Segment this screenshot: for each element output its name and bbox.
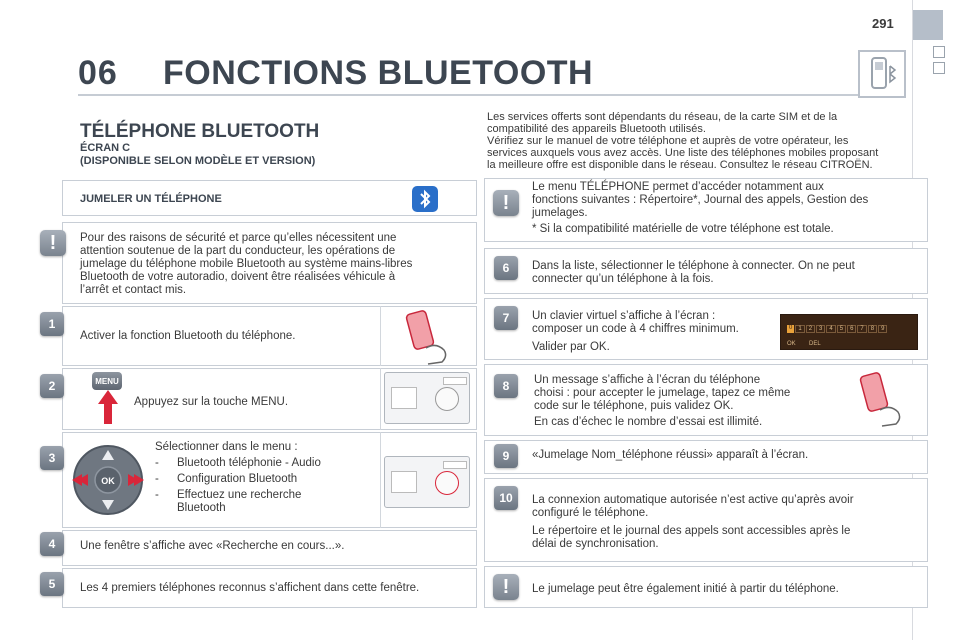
menu-item: Configuration Bluetooth [177, 473, 298, 485]
keypad-key: 0 [789, 325, 793, 331]
keypad-digits [787, 325, 887, 333]
step-badge: 1 [40, 312, 64, 336]
pairing-title: JUMELER UN TÉLÉPHONE [80, 193, 222, 205]
page-number: 291 [872, 16, 894, 31]
menu-item: Effectuez une recherche [177, 489, 302, 501]
navigation-pad-icon[interactable] [68, 440, 148, 520]
bluetooth-phone-icon [858, 50, 906, 98]
step-badge: 2 [40, 374, 64, 398]
step-text: Le répertoire et le journal des appels sont accessibles après le [532, 525, 851, 537]
step-text: Dans la liste, sélectionner le téléphone à connecter. On ne peut [532, 260, 855, 272]
step-badge: 7 [494, 306, 518, 330]
sidebar-square [933, 46, 945, 58]
keypad-key: 1 [795, 325, 804, 333]
step-badge: 6 [494, 256, 518, 280]
keypad-key: 6 [847, 325, 856, 333]
chapter-header [28, 50, 908, 100]
menu-button-icon[interactable]: MENU [92, 372, 126, 424]
keypad-key: 5 [837, 325, 846, 333]
keypad-key: 2 [806, 325, 815, 333]
sidebar-square [933, 62, 945, 74]
step-text: Appuyez sur la touche MENU. [134, 396, 289, 408]
step-text: Les 4 premiers téléphones reconnus s’affichent dans cette fenêtre. [80, 582, 420, 594]
step-text: La connexion automatique autorisée n’est active qu’après avoir [532, 494, 854, 506]
step-text: configuré le téléphone. [532, 507, 649, 519]
step-text: connecter qu’un téléphone à la fois. [532, 273, 714, 285]
step-badge: 3 [40, 446, 64, 470]
step-text: composer un code à 4 chiffres minimum. [532, 323, 739, 335]
warning-icon: ! [493, 190, 519, 216]
step-intro: Sélectionner dans le menu : [155, 441, 298, 453]
radio-unit-image [384, 456, 470, 508]
warning-icon: ! [40, 230, 66, 256]
bluetooth-icon [412, 186, 438, 212]
step-text: «Jumelage Nom_téléphone réussi» apparaît à l’écran. [532, 449, 809, 461]
keypad-key: 4 [826, 325, 835, 333]
step-text: choisi : pour accepter le jumelage, tapez ce même [534, 387, 791, 399]
warning-icon: ! [493, 574, 519, 600]
keypad-key: 7 [857, 325, 866, 333]
step-text: code sur le téléphone, puis validez OK. [534, 400, 734, 412]
keypad-key: 8 [868, 325, 877, 333]
menu-item: Bluetooth [177, 502, 226, 514]
phone-hand-icon [396, 306, 456, 371]
keypad-ok-button[interactable]: OK [787, 341, 796, 347]
menu-item: Bluetooth téléphonie - Audio [177, 457, 321, 469]
step-text: Valider par OK. [532, 341, 610, 353]
keypad-key: 3 [816, 325, 825, 333]
keypad-key: 9 [878, 325, 887, 333]
section-subheading: (DISPONIBLE SELON MODÈLE ET VERSION) [80, 155, 316, 167]
step-text: Activer la fonction Bluetooth du téléphone. [80, 330, 296, 342]
step-badge: 10 [494, 486, 518, 510]
phone-hand-icon [850, 368, 910, 433]
step-badge: 9 [494, 444, 518, 468]
section-heading: TÉLÉPHONE BLUETOOTH [80, 121, 320, 142]
radio-unit-image [384, 372, 470, 424]
step-badge: 4 [40, 532, 64, 556]
final-note-text: Le jumelage peut être également initié à partir du téléphone. [532, 583, 839, 595]
step-badge: 5 [40, 572, 64, 596]
svg-text:OK: OK [101, 476, 115, 486]
chapter-tab [913, 10, 943, 40]
step-badge: 8 [494, 374, 518, 398]
header-rule [78, 94, 858, 96]
virtual-keypad-screen [780, 314, 918, 350]
step-text: Un message s’affiche à l’écran du téléphone [534, 374, 761, 386]
chapter-title: FONCTIONS BLUETOOTH [163, 54, 594, 92]
keypad-del-button[interactable]: DEL [809, 341, 821, 347]
step-text: Une fenêtre s’affiche avec «Recherche en cours...». [80, 540, 345, 552]
section-subheading: ÉCRAN C [80, 142, 131, 154]
step-text: En cas d’échec le nombre d’essai est illimité. [534, 416, 763, 428]
step-text: délai de synchronisation. [532, 538, 659, 550]
step-text: Un clavier virtuel s’affiche à l’écran : [532, 310, 716, 322]
chapter-number: 06 [78, 54, 118, 92]
